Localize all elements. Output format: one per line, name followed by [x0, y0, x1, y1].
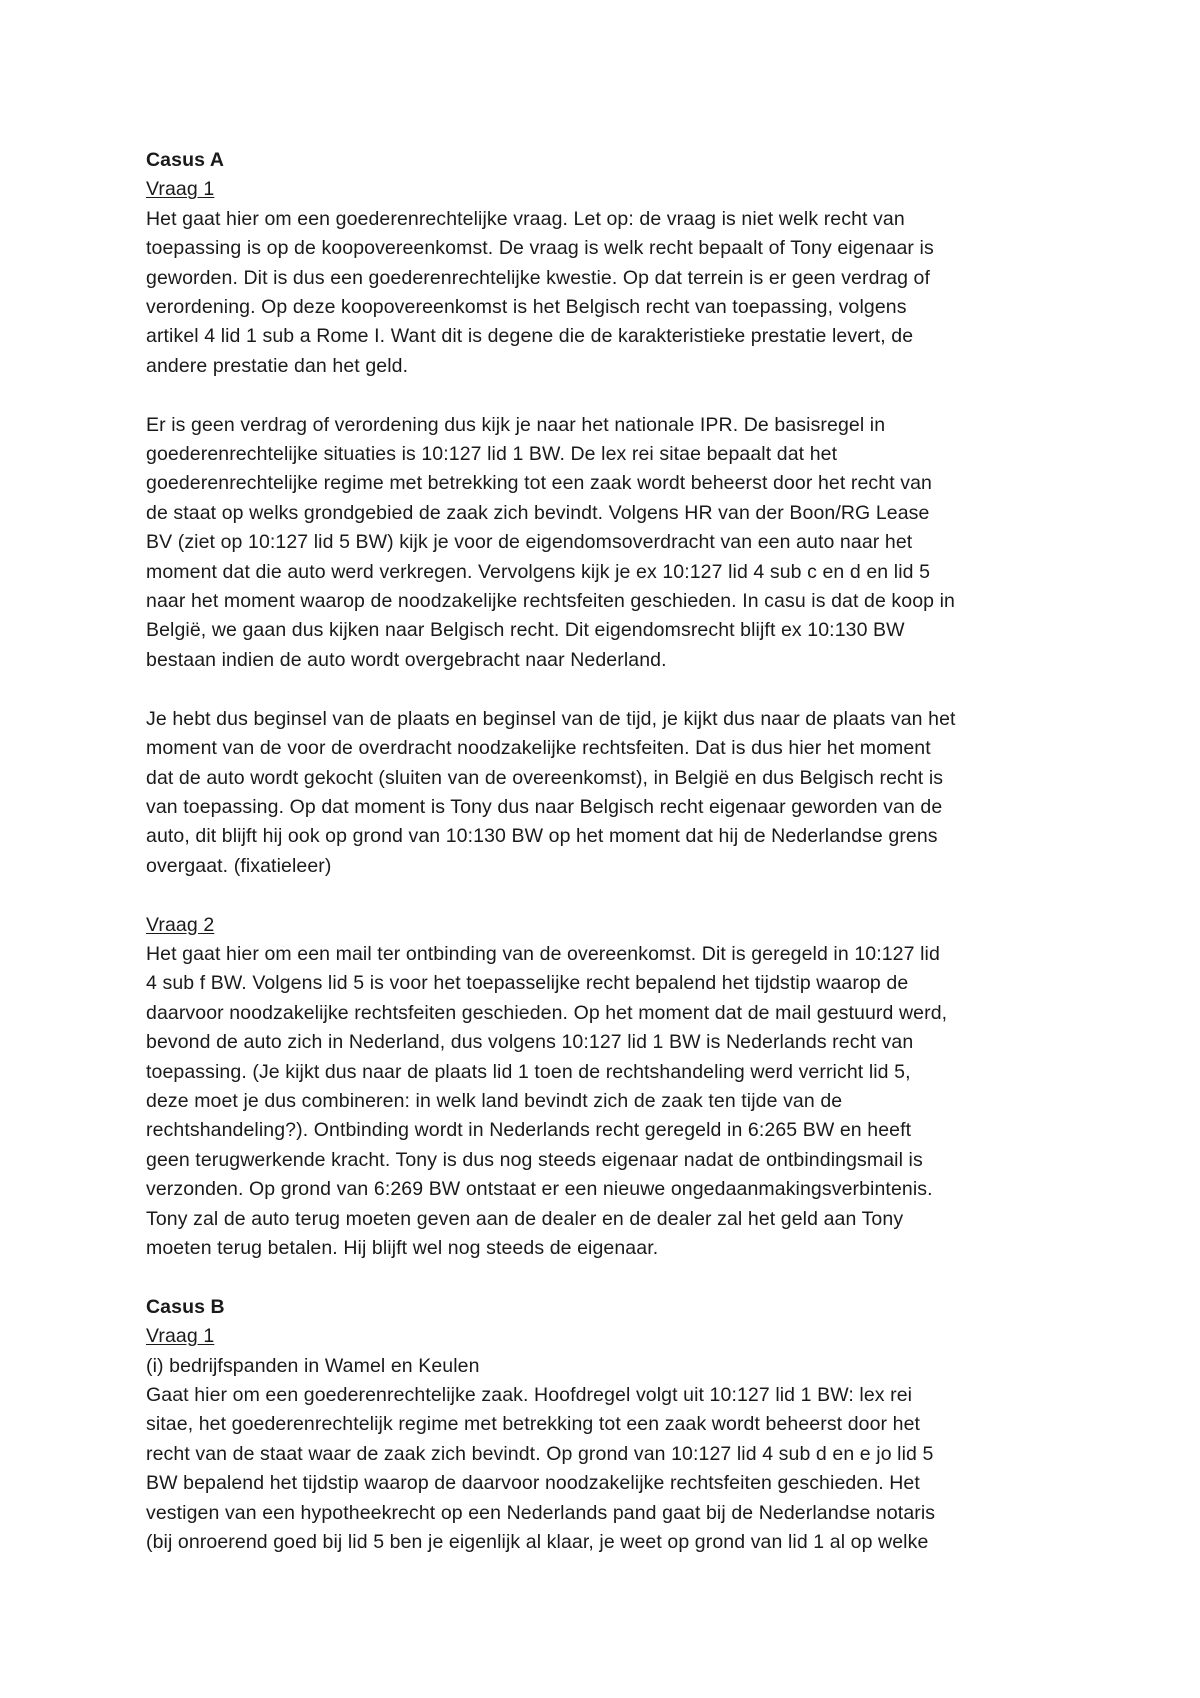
text-line: van toepassing. Op dat moment is Tony dus naar Belgisch recht eigenaar geworden van de	[146, 795, 943, 818]
text-line: Er is geen verdrag of verordening dus kijk je naar het nationale IPR. De basisregel in	[146, 413, 886, 436]
paragraph	[146, 705, 1076, 881]
text-line: vestigen van een hypotheekrecht op een Nederlands pand gaat bij de Nederlandse notaris	[146, 1501, 936, 1524]
text-line: goederenrechtelijke regime met betrekking tot een zaak wordt beheerst door het recht van	[146, 472, 932, 495]
paragraph-spacer	[146, 675, 1076, 704]
text-line: bevond de auto zich in Nederland, dus volgens 10:127 lid 1 BW is Nederlands recht van	[146, 1031, 914, 1054]
paragraph	[146, 205, 1076, 381]
text-line: de staat op welks grondgebied de zaak zich bevindt. Volgens HR van der Boon/RG Lease	[146, 501, 930, 524]
paragraph	[146, 940, 1076, 1263]
text-line: toepassing. (Je kijkt dus naar de plaats lid 1 toen de rechtshandeling werd verricht lid 5,	[146, 1060, 911, 1083]
text-line: andere prestatie dan het geld.	[146, 354, 409, 377]
paragraph-spacer	[146, 381, 1076, 410]
text-line: toepassing is op de koopovereenkomst. De vraag is welk recht bepaalt of Tony eigenaar is	[146, 237, 934, 260]
text-line: België, we gaan dus kijken naar Belgisch recht. Dit eigendomsrecht blijft ex 10:130 BW	[146, 619, 905, 642]
text-line: moment van de voor de overdracht noodzakelijke rechtsfeiten. Dat is dus hier het moment	[146, 737, 931, 760]
paragraph	[146, 411, 1076, 676]
text-line: naar het moment waarop de noodzakelijke rechtsfeiten geschieden. In casu is dat de koop in	[146, 590, 955, 613]
text-line: BV (ziet op 10:127 lid 5 BW) kijk je voor de eigendomsoverdracht van een auto naar het	[146, 531, 913, 554]
section-heading-casus-b: Casus B	[146, 1295, 225, 1318]
text-line: Tony zal de auto terug moeten geven aan de dealer en de dealer zal het geld aan Tony	[146, 1207, 904, 1230]
text-line: overgaat. (fixatieleer)	[146, 854, 332, 877]
text-line: geen terugwerkende kracht. Tony is dus nog steeds eigenaar nadat de ontbindingsmail is	[146, 1148, 923, 1171]
document-body	[146, 146, 1076, 1557]
text-line: moment dat die auto werd verkregen. Vervolgens kijk je ex 10:127 lid 4 sub c en d en lid 5	[146, 560, 931, 583]
paragraph-spacer	[146, 881, 1076, 910]
text-line: goederenrechtelijke situaties is 10:127 lid 1 BW. De lex rei sitae bepaalt dat het	[146, 443, 838, 466]
text-line: daarvoor noodzakelijke rechtsfeiten geschieden. Op het moment dat de mail gestuurd werd,	[146, 1001, 948, 1024]
subheading-bedrijfspanden: (i) bedrijfspanden in Wamel en Keulen	[146, 1354, 480, 1377]
text-line: BW bepalend het tijdstip waarop de daarvoor noodzakelijke rechtsfeiten geschieden. Het	[146, 1472, 920, 1495]
paragraph-spacer	[146, 1263, 1076, 1292]
text-line: Je hebt dus beginsel van de plaats en beginsel van de tijd, je kijkt dus naar de plaats van het	[146, 707, 956, 730]
paragraph	[146, 1381, 1076, 1557]
text-line: verzonden. Op grond van 6:269 BW ontstaat er een nieuwe ongedaanmakingsverbintenis.	[146, 1178, 933, 1201]
question-heading-casus-a-vraag-2: Vraag 2	[146, 913, 215, 936]
section-heading-casus-a: Casus A	[146, 149, 225, 171]
text-line: (bij onroerend goed bij lid 5 ben je eigenlijk al klaar, je weet op grond van lid 1 al op welke	[146, 1531, 929, 1554]
text-line: dat de auto wordt gekocht (sluiten van de overeenkomst), in België en dus Belgisch recht is	[146, 766, 944, 789]
text-line: Het gaat hier om een mail ter ontbinding van de overeenkomst. Dit is geregeld in 10:127 lid	[146, 942, 940, 965]
question-heading-casus-a-vraag-1: Vraag 1	[146, 178, 215, 201]
text-line: verordening. Op deze koopovereenkomst is het Belgisch recht van toepassing, volgens	[146, 296, 907, 319]
text-line: 4 sub f BW. Volgens lid 5 is voor het toepasselijke recht bepalend het tijdstip waarop de	[146, 972, 909, 995]
text-line: moeten terug betalen. Hij blijft wel nog steeds de eigenaar.	[146, 1236, 659, 1259]
text-line: auto, dit blijft hij ook op grond van 10:130 BW op het moment dat hij de Nederlandse grens	[146, 825, 938, 848]
text-line: Het gaat hier om een goederenrechtelijke vraag. Let op: de vraag is niet welk recht van	[146, 207, 905, 230]
text-line: artikel 4 lid 1 sub a Rome I. Want dit is degene die de karakteristieke prestatie levert, de	[146, 325, 914, 348]
text-line: geworden. Dit is dus een goederenrechtelijke kwestie. Op dat terrein is er geen verdrag of	[146, 266, 931, 289]
question-heading-casus-b-vraag-1: Vraag 1	[146, 1325, 215, 1348]
text-line: Gaat hier om een goederenrechtelijke zaak. Hoofdregel volgt uit 10:127 lid 1 BW: lex rei	[146, 1384, 913, 1406]
text-line: recht van de staat waar de zaak zich bevindt. Op grond van 10:127 lid 4 sub d en e jo lid 5	[146, 1442, 934, 1465]
text-line: rechtshandeling?). Ontbinding wordt in Nederlands recht geregeld in 6:265 BW en heeft	[146, 1119, 912, 1142]
text-line: sitae, het goederenrechtelijk regime met betrekking tot een zaak wordt beheerst door het	[146, 1413, 921, 1436]
text-line: deze moet je dus combineren: in welk land bevindt zich de zaak ten tijde van de	[146, 1089, 843, 1112]
text-line: bestaan indien de auto wordt overgebracht naar Nederland.	[146, 648, 667, 671]
